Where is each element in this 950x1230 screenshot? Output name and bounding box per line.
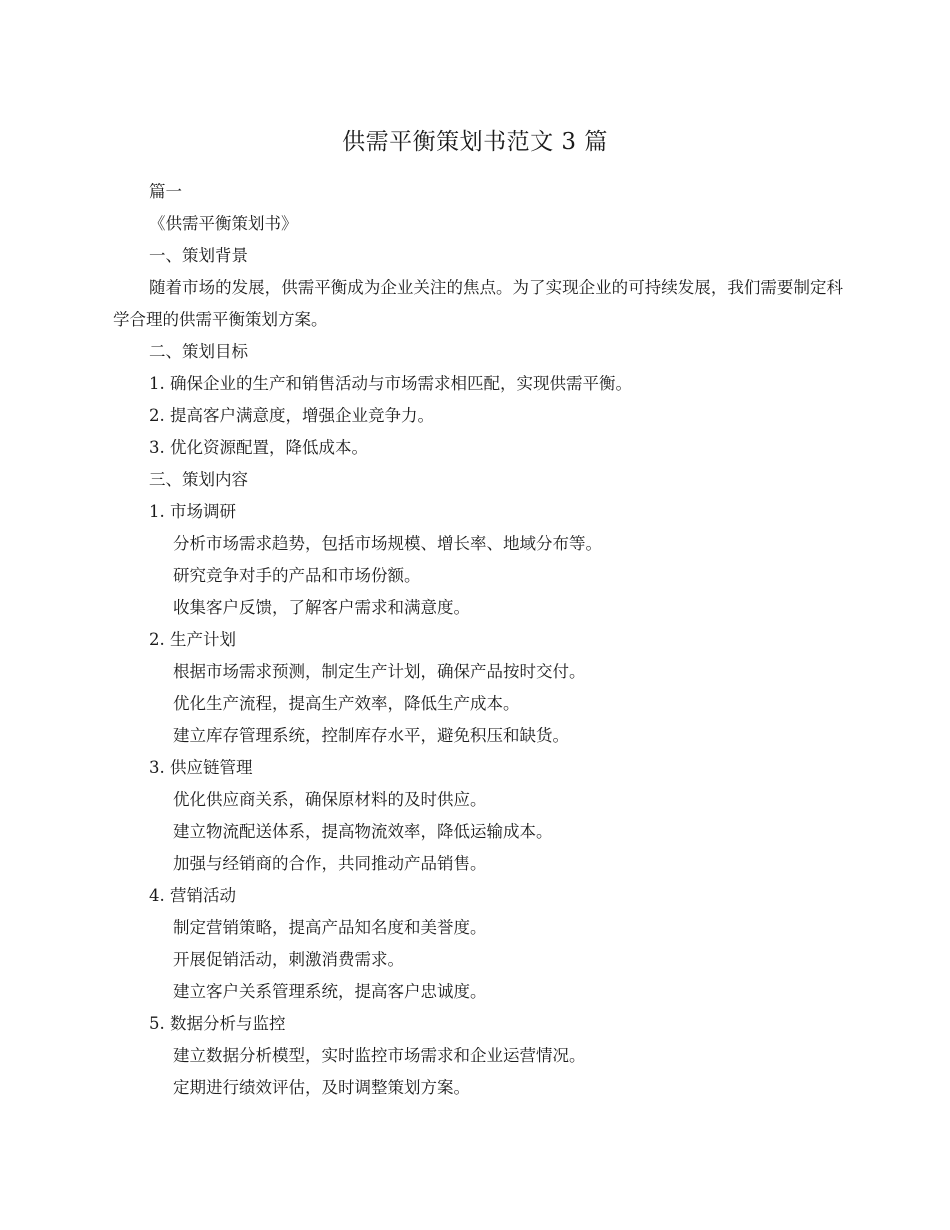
goal-item: 3. 优化资源配置，降低成本。 [149,438,368,457]
goal-item: 1. 确保企业的生产和销售活动与市场需求相匹配，实现供需平衡。 [149,374,632,393]
sub-heading-supply-chain: 3. 供应链管理 [149,758,253,777]
list-item: 定期进行绩效评估，及时调整策划方案。 [173,1078,470,1097]
list-item: 加强与经销商的合作，共同推动产品销售。 [173,854,487,873]
sub-heading-market-research: 1. 市场调研 [149,502,236,521]
list-item: 建立客户关系管理系统，提高客户忠诚度。 [173,982,487,1001]
list-item: 制定营销策略，提高产品知名度和美誉度。 [173,918,487,937]
heading-content: 三、策划内容 [149,470,248,489]
list-item: 分析市场需求趋势，包括市场规模、增长率、地域分布等。 [173,534,602,553]
plan-title: 《供需平衡策划书》 [149,214,298,233]
list-item: 建立数据分析模型，实时监控市场需求和企业运营情况。 [173,1046,586,1065]
list-item: 收集客户反馈，了解客户需求和满意度。 [173,598,470,617]
sub-heading-data-analysis: 5. 数据分析与监控 [149,1014,286,1033]
list-item: 根据市场需求预测，制定生产计划，确保产品按时交付。 [173,662,586,681]
heading-goals: 二、策划目标 [149,342,248,361]
list-item: 开展促销活动，刺激消费需求。 [173,950,404,969]
list-item: 建立物流配送体系，提高物流效率，降低运输成本。 [173,822,553,841]
document-body [113,176,843,1104]
sub-heading-marketing: 4. 营销活动 [149,886,236,905]
goal-item: 2. 提高客户满意度，增强企业竞争力。 [149,406,434,425]
list-item: 建立库存管理系统，控制库存水平，避免积压和缺货。 [173,726,569,745]
heading-background: 一、策划背景 [149,246,248,265]
background-paragraph: 随着市场的发展，供需平衡成为企业关注的焦点。为了实现企业的可持续发展，我们需要制定科学合理的供需平衡策划方案。 [113,278,843,329]
document-title: 供需平衡策划书范文 3 篇 [342,129,608,155]
list-item: 研究竞争对手的产品和市场份额。 [173,566,421,585]
list-item: 优化生产流程，提高生产效率，降低生产成本。 [173,694,520,713]
sub-heading-production-plan: 2. 生产计划 [149,630,236,649]
section-label: 篇一 [149,182,182,201]
list-item: 优化供应商关系，确保原材料的及时供应。 [173,790,487,809]
